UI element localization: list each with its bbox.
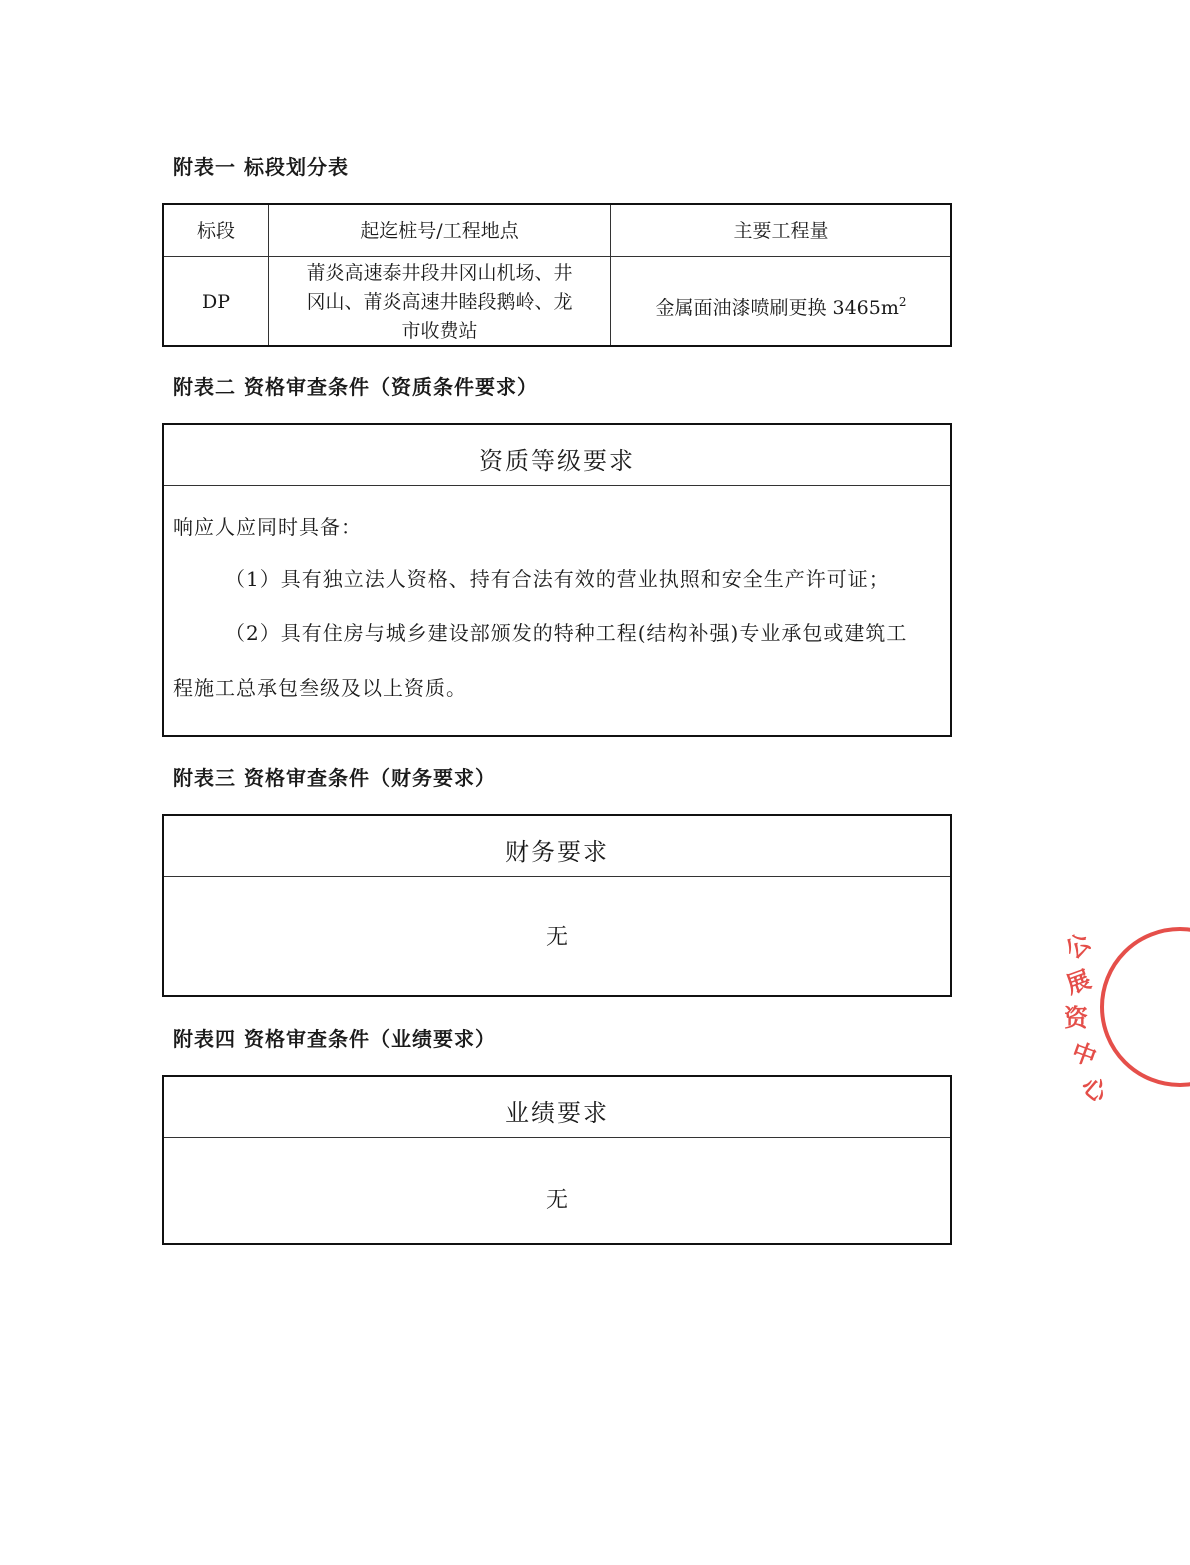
qualification-item2-line2: 程施工总承包叁级及以上资质。 — [173, 676, 467, 700]
performance-value: 无 — [545, 1188, 568, 1213]
header-quantity: 主要工程量 — [733, 220, 829, 242]
header-section: 标段 — [196, 220, 235, 242]
table1-heading: 附表一 标段划分表 — [173, 155, 349, 179]
section-division-table — [162, 203, 952, 347]
quantity-text: 金属面油漆喷刷更换 3465m — [655, 297, 899, 319]
table3-heading: 附表三 资格审查条件（财务要求） — [173, 766, 496, 790]
svg-text:中: 中 — [1067, 1037, 1101, 1072]
qualification-item1: （1）具有独立法人资格、持有合法有效的营业执照和安全生产许可证； — [225, 567, 890, 591]
official-seal — [1040, 912, 1190, 1109]
svg-text:公: 公 — [1059, 927, 1097, 965]
cell-location — [269, 259, 610, 346]
cell-quantity — [611, 289, 951, 321]
svg-text:心: 心 — [1076, 1071, 1113, 1109]
financial-table — [162, 814, 952, 997]
header-location: 起迄桩号/工程地点 — [360, 220, 519, 242]
quantity-sup: 2 — [898, 295, 907, 309]
cell-section: DP — [201, 291, 231, 313]
qualification-intro: 响应人应同时具备： — [173, 515, 362, 539]
table2-heading: 附表二 资格审查条件（资质条件要求） — [173, 375, 538, 399]
location-line: 市收费站 — [401, 320, 478, 342]
qualification-item2-line1: （2）具有住房与城乡建设部颁发的特种工程(结构补强)专业承包或建筑工 — [225, 621, 908, 645]
financial-value: 无 — [545, 925, 568, 950]
table4-heading: 附表四 资格审查条件（业绩要求） — [173, 1027, 496, 1051]
performance-title: 业绩要求 — [505, 1099, 609, 1127]
svg-text:资: 资 — [1064, 1004, 1088, 1032]
financial-title: 财务要求 — [505, 838, 609, 866]
location-line: 莆炎高速泰井段井冈山机场、井 — [306, 262, 573, 284]
svg-text:展: 展 — [1062, 965, 1095, 1000]
performance-table — [162, 1075, 952, 1245]
location-line: 冈山、莆炎高速井睦段鹅岭、龙 — [306, 291, 573, 313]
qualification-title: 资质等级要求 — [479, 447, 635, 475]
